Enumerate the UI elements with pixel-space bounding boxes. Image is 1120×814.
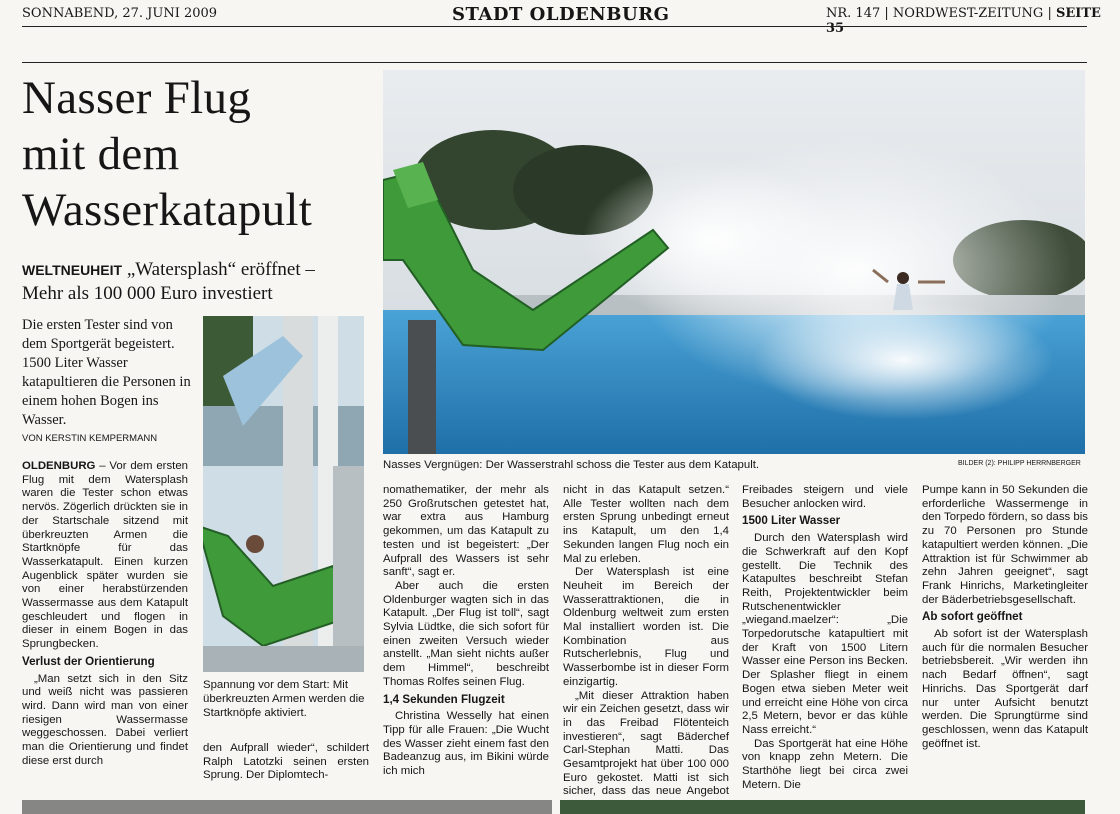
subheading-orientierung: Verlust der Orientierung [22, 654, 155, 668]
small-photo-caption: Spannung vor dem Start: Mit überkreuzten Armen werden die Startknöpfe aktiviert. [203, 679, 365, 719]
next-photo-fragment [560, 800, 1085, 814]
headline: Nasser Flug mit dem Wasserkatapult [22, 72, 313, 236]
subheading-geoeffnet: Ab sofort geöffnet [922, 610, 1023, 624]
photo-credit: BILDER (2): PHILIPP HERRNBERGER [958, 460, 1081, 467]
header-issue: NR. 147 | NORDWEST-ZEITUNG | SEITE 35 [826, 6, 1101, 36]
column-4: nicht in das Katapult setzen.“ Alle Tester wollten nach dem ersten Sprung unbedingt erneut ins Katapult, um den 1,4 Sekunden langen Flug noch ein Mal zu erleben. Der Watersplash ist eine Neuheit im Bereich der Wasserattraktionen, die in Oldenburg weltweit zum ersten Mal installiert worden ist. Die Kombination aus Rutscherlebnis, Flug und Wasserbombe ist in dieser Form einzigartig. „Mit dieser Attraktion haben wir ein Zeichen gesetzt, dass wir in das Freibad Flötenteich investieren“, sagt Bäderchef Carl-Stephan Matti. Das Gesamtprojekt hat über 100 000 Euro gekostet. Matti ist sich sicher, dass das neue Angebot [563, 484, 729, 798]
subheading-liter: 1500 Liter Wasser [742, 514, 841, 528]
main-photo [383, 70, 1085, 454]
byline: VON KERSTIN KEMPERMANN [22, 433, 158, 444]
column-2: den Aufprall wieder“, schildert Ralph Latotzki seinen ersten Sprung. Der Diplomtech- [203, 742, 369, 782]
section-title: STADT OLDENBURG [452, 4, 670, 25]
kicker: WELTNEUHEIT [22, 262, 123, 278]
dateline: OLDENBURG [22, 460, 96, 472]
column-6: Pumpe kann in 50 Sekunden die erforderliche Wassermenge in den Torpedo fördern, so dass bis zu 70 Personen pro Stunde katapultiert werden können. „Die Attraktion ist für Schwimmer ab zehn Jahren geeignet“, sagt Frank Hinrichs, Marketingleiter der Bäderbetriebsgesellschaft. Ab sofort geöffnet Ab sofort ist der Watersplash auch für die normalen Besucher betriebsbereit. „Wir werden ihn nach Bedarf öffnen“, sagt Hinrichs. Das Sportgerät darf nur unter Aufsicht benutzt werden. Die Sprungtürme sind geschlossen, wenn das Katapult geöffnet ist. [922, 484, 1088, 750]
subheading-flugzeit: 1,4 Sekunden Flugzeit [383, 692, 505, 706]
page-number: SEITE 35 [826, 6, 1101, 36]
column-3: nomathematiker, der mehr als 250 Großrutschen getestet hat, war extra aus Hamburg gekommen, um das Katapult zu testen und ist begeistert: „Der Aufprall des Wassers ist sehr sanft“, sagt er. Aber auch die ersten Oldenburger wagten sich in das Katapult. „Der Flug ist toll“, sagt Sylvia Lüdtke, die sich sofort für einen zweiten Versuch wieder anstellt. „Man sieht nichts außer dem Himmel“, beschreibt Thomas Rolfes seinen Flug. 1,4 Sekunden Flugzeit Christina Wesselly hat einen Tipp für alle Frauen: „Die Wucht des Wasser zieht einem fast den Badeanzug aus, im Bikini würde ich mich [383, 484, 549, 778]
subheadline: WELTNEUHEIT „Watersplash“ eröffnet – Mehr als 100 000 Euro investiert [22, 259, 315, 304]
main-photo-caption: Nasses Vergnügen: Der Wasserstrahl schoss die Tester aus dem Katapult. [383, 459, 760, 471]
column-5: Freibades steigern und viele Besucher anlocken wird. 1500 Liter Wasser Durch den Watersplash wird die Schwerkraft auf den Kopf gestellt. Die Technik des Katapultes beschreibt Stefan Reith, Projektentwickler beim Rutschenentwickler „wiegand.maelzer“: „Die Torpedorutsche katapultiert mit der Kraft von 1500 Litern Wasser eine Person ins Becken. Der Splasher fliegt in einem Bogen etwa sieben Meter weit und erreicht eine Höhe von circa 2,5 Metern, bevor er das kühle Nass erreicht.“ Das Sportgerät hat eine Höhe von knapp zehn Metern. Die Starthöhe liegt bei circa zwei Metern. Die [742, 484, 908, 791]
small-photo [203, 316, 364, 672]
top-rule [22, 62, 1087, 63]
intro-text: Die ersten Tester sind von dem Sportgerät begeistert. 1500 Liter Wasser katapultieren die Personen in einem hohen Bogen ins Wasser. [22, 317, 191, 428]
header-date: SONNABEND, 27. JUNI 2009 [22, 6, 218, 21]
next-article-fragment [22, 800, 552, 814]
column-1: OLDENBURG – Vor dem ersten Flug mit dem Watersplash waren die Tester schon etwas nervös. Zögerlich drückten sie in der Startschale sitzend mit überkreuzten Armen die Startknöpfe für das Wasserkatapult. Einen kurzen Augenblick später wurden sie von einer herabstürzenden Wassermasse aus dem Katapult geschleudert und flogen in dieser in einem Bogen in das Sprungbecken. Verlust der Orientierung „Man setzt sich in den Sitz und weiß nicht was passieren wird. Dann wird man von einer riesigen Wassermasse weggeschossen. Dabei verliert man die Orientierung und findet diese erst durch [22, 460, 188, 767]
header-rule [22, 26, 1087, 27]
